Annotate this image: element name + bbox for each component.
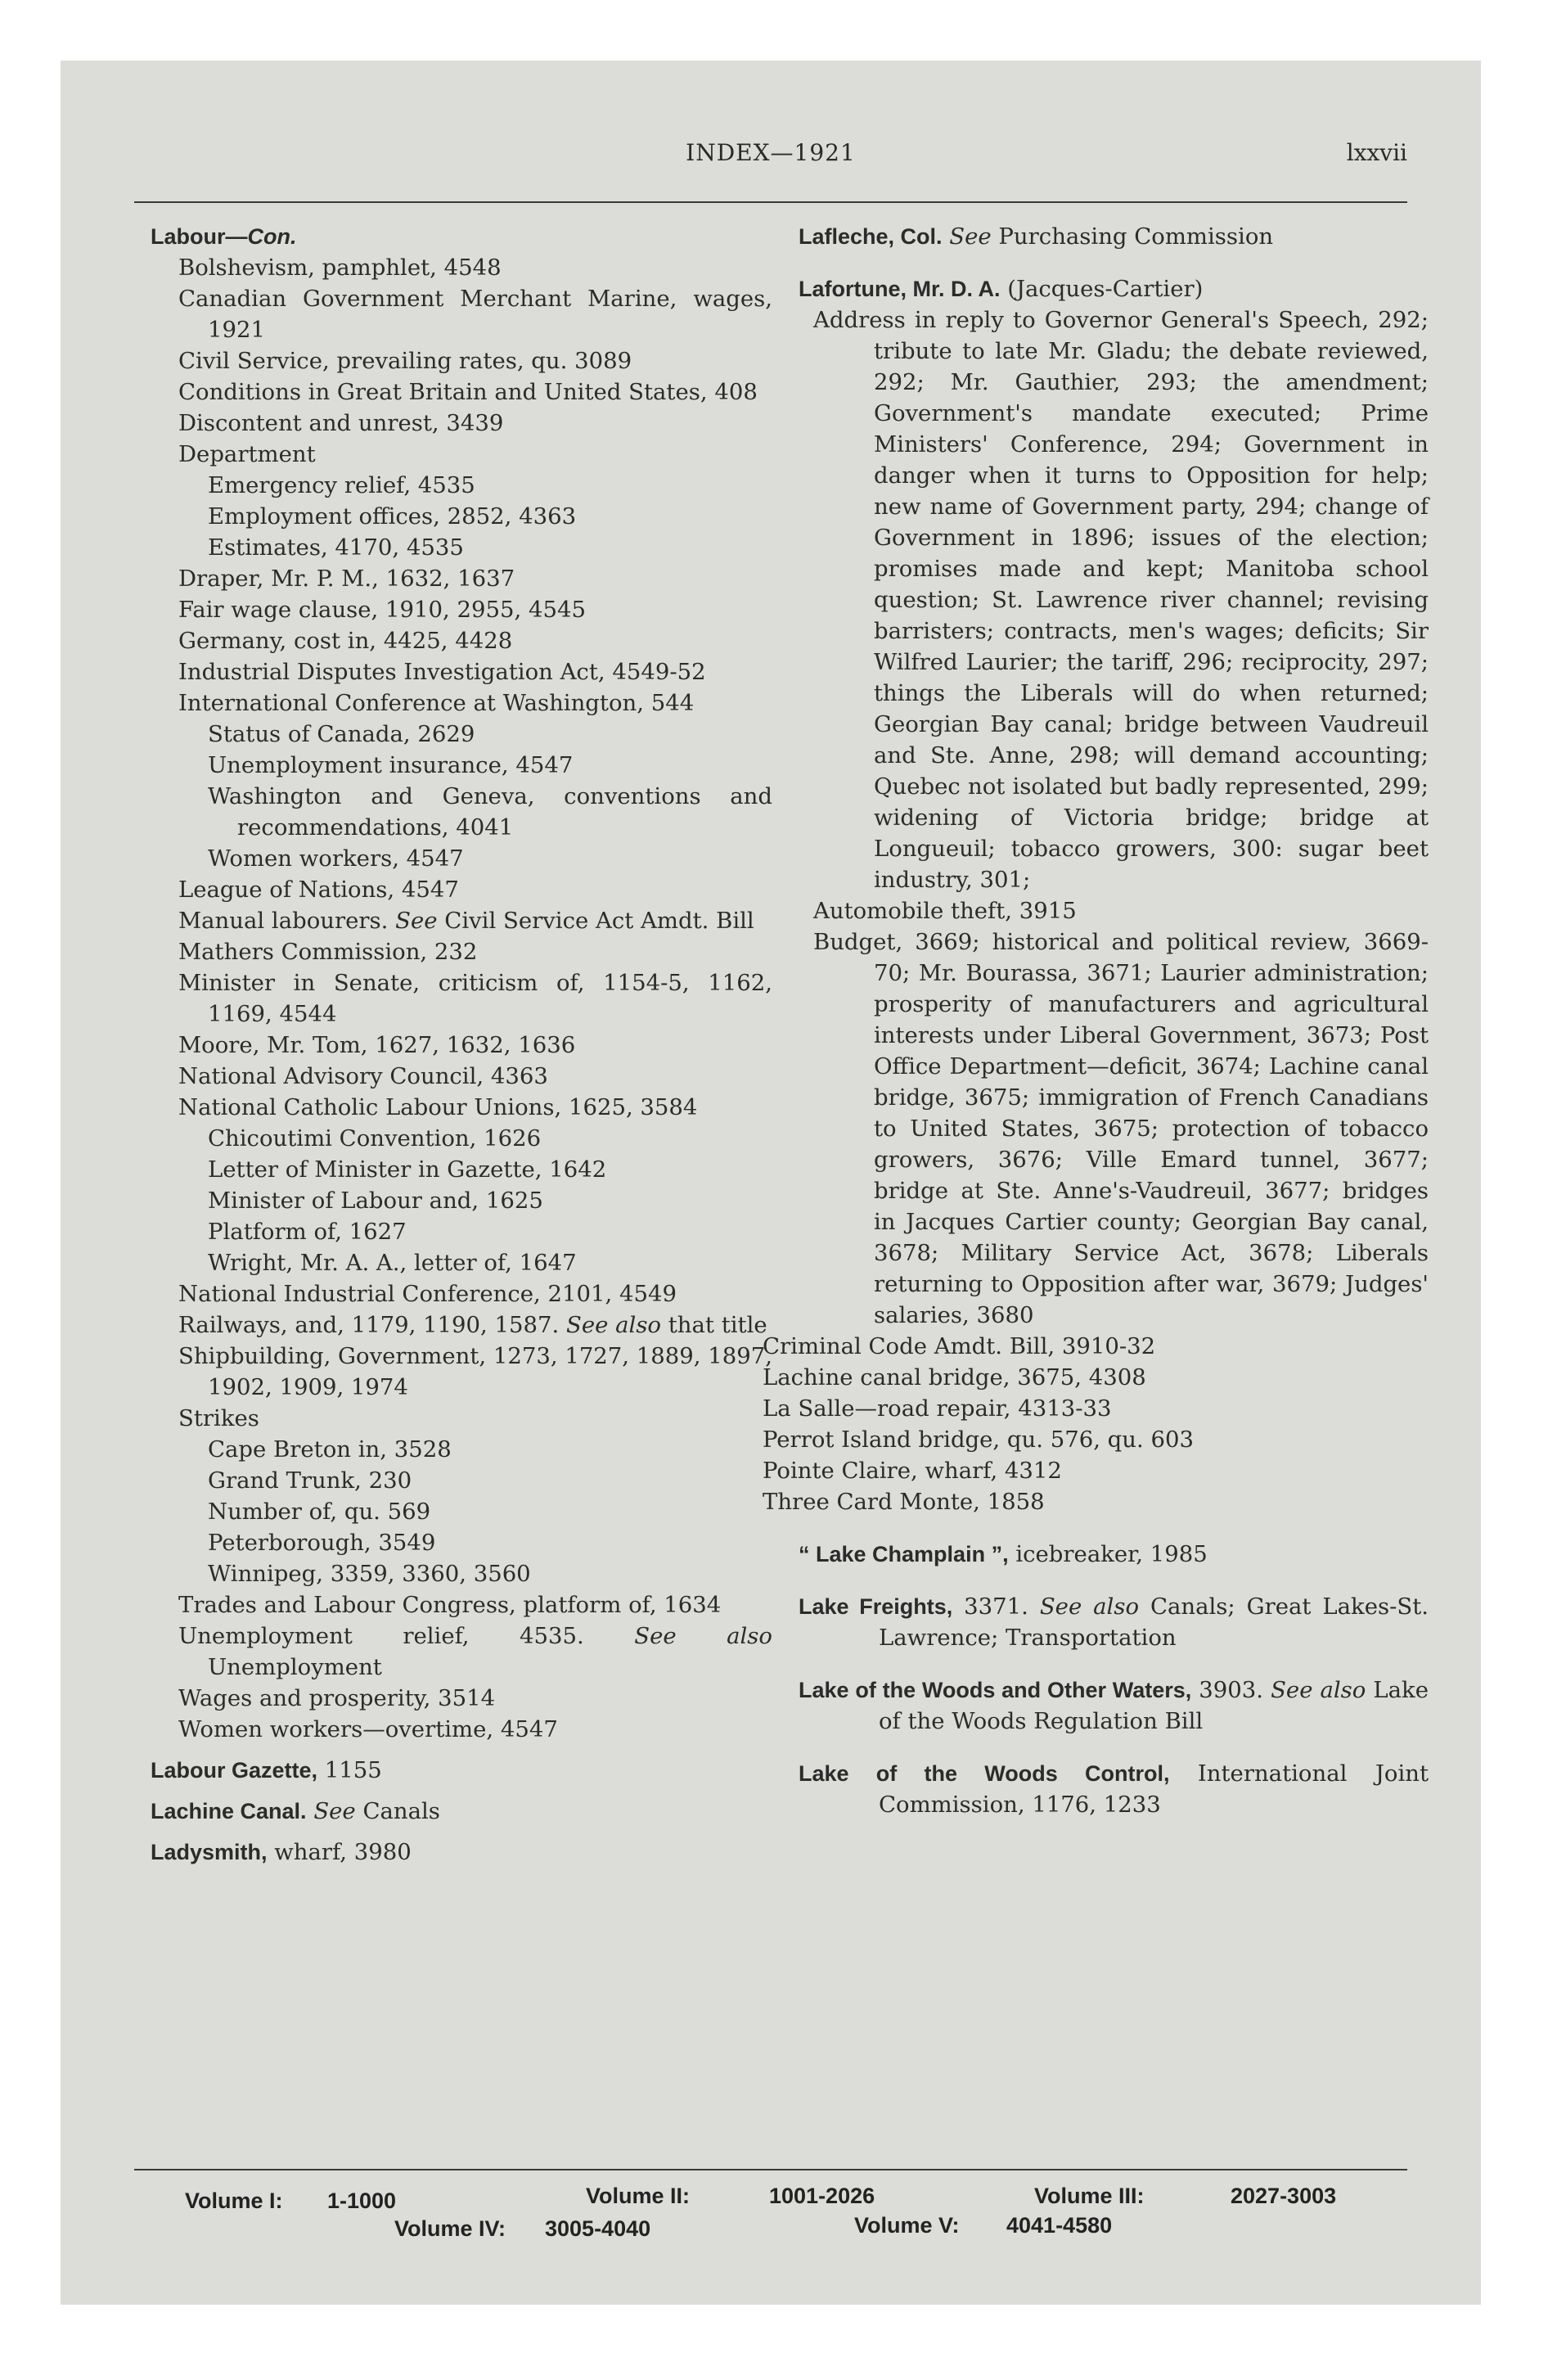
- index-subentry: Fair wage clause, 1910, 2955, 4545: [178, 597, 586, 623]
- index-subentry: National Advisory Council, 4363: [178, 1063, 548, 1089]
- index-subentry: Industrial Disputes Investigation Act, 4549-52: [178, 659, 706, 685]
- right-column: [763, 221, 1429, 1820]
- index-subentry: Canadian Government Merchant Marine, wages, 1921: [178, 286, 772, 343]
- index-heading: Ladysmith, wharf, 3980: [151, 1839, 412, 1865]
- volume-1-label: Volume I:: [185, 2188, 283, 2213]
- index-subentry: Germany, cost in, 4425, 4428: [178, 628, 513, 654]
- index-subsubentry: Status of Canada, 2629: [208, 721, 475, 747]
- index-subsubentry: Unemployment insurance, 4547: [208, 752, 574, 778]
- index-subsubentry: Letter of Minister in Gazette, 1642: [208, 1156, 607, 1183]
- index-subentry: Strikes: [178, 1405, 259, 1431]
- index-subentry: National Industrial Conference, 2101, 4549: [178, 1281, 677, 1307]
- index-subsubentry: Employment offices, 2852, 4363: [208, 503, 577, 530]
- lafortune-item: Pointe Claire, wharf, 4312: [763, 1458, 1062, 1484]
- index-subentry: Civil Service, prevailing rates, qu. 3089: [178, 348, 632, 374]
- index-subsubentry: Grand Trunk, 230: [208, 1467, 412, 1494]
- index-subsubentry: Chicoutimi Convention, 1626: [208, 1125, 542, 1152]
- lafortune-item: Perrot Island bridge, qu. 576, qu. 603: [763, 1427, 1194, 1453]
- lafortune-automobile: Automobile theft, 3915: [813, 898, 1077, 924]
- volume-footer: [61, 2182, 1481, 2247]
- index-subsubentry: Platform of, 1627: [208, 1219, 407, 1245]
- index-entry-lake-of-the-woods-other-waters: Lake of the Woods and Other Waters, 3903. See also Lake of the Woods Regulation Bill: [799, 1677, 1429, 1734]
- index-subsubentry: Estimates, 4170, 4535: [208, 534, 464, 561]
- index-subentry: League of Nations, 4547: [178, 877, 459, 903]
- index-entry-lake-of-the-woods-control: Lake of the Woods Control, International Joint Commission, 1176, 1233: [799, 1760, 1429, 1818]
- index-entry-lake-champlain: “ Lake Champlain ”, icebreaker, 1985: [799, 1541, 1208, 1567]
- volume-5-range: 4041-4580: [1006, 2213, 1113, 2238]
- index-subsubentry: Minister of Labour and, 1625: [208, 1188, 543, 1214]
- index-page: [61, 61, 1481, 2305]
- volume-4-range: 3005-4040: [545, 2216, 651, 2241]
- index-entry-lafleche: Lafleche, Col. See Purchasing Commission: [799, 223, 1274, 250]
- index-subentry: Draper, Mr. P. M., 1632, 1637: [178, 566, 515, 592]
- index-subentry: Women workers—overtime, 4547: [178, 1716, 558, 1742]
- page-title: INDEX—1921: [686, 139, 856, 166]
- index-subsubentry: Emergency relief, 4535: [208, 472, 475, 498]
- index-entry-lafortune: Lafortune, Mr. D. A. (Jacques-Cartier): [799, 276, 1204, 302]
- index-heading: Lachine Canal. See Canals: [151, 1798, 440, 1824]
- index-subentry: Unemployment relief, 4535. See also Unemployment: [178, 1623, 772, 1680]
- index-heading: Labour Gazette, 1155: [151, 1757, 382, 1783]
- left-column: [151, 221, 772, 1868]
- volume-5-label: Volume V:: [854, 2213, 960, 2238]
- header-rule: [134, 201, 1407, 203]
- index-subentry: Conditions in Great Britain and United States, 408: [178, 379, 758, 405]
- index-subentry: Wages and prosperity, 3514: [178, 1685, 496, 1711]
- index-subsubentry: Washington and Geneva, conventions and recommendations, 4041: [208, 783, 772, 841]
- lafortune-item: La Salle—road repair, 4313-33: [763, 1395, 1112, 1422]
- index-subentry: Mathers Commission, 232: [178, 939, 478, 965]
- index-subentry: Manual labourers. See Civil Service Act Amdt. Bill: [178, 908, 754, 934]
- index-subsubentry: Peterborough, 3549: [208, 1530, 436, 1556]
- lafortune-item: Lachine canal bridge, 3675, 4308: [763, 1364, 1146, 1391]
- index-subsubentry: Winnipeg, 3359, 3360, 3560: [208, 1561, 531, 1587]
- volume-4-label: Volume IV:: [394, 2216, 506, 2241]
- volume-2-label: Volume II:: [586, 2184, 691, 2208]
- lafortune-item: Three Card Monte, 1858: [763, 1489, 1045, 1515]
- volume-2-range: 1001-2026: [769, 2184, 875, 2208]
- index-subentry: Moore, Mr. Tom, 1627, 1632, 1636: [178, 1032, 576, 1058]
- lafortune-item: Criminal Code Amdt. Bill, 3910-32: [763, 1333, 1156, 1359]
- index-subentry: Shipbuilding, Government, 1273, 1727, 1889, 1897, 1902, 1909, 1974: [178, 1343, 772, 1400]
- index-subentry: Trades and Labour Congress, platform of, 1634: [178, 1592, 722, 1618]
- index-subentry: Minister in Senate, criticism of, 1154-5, 1162, 1169, 4544: [178, 970, 772, 1027]
- page-number: lxxvii: [1346, 139, 1407, 166]
- footer-rule: [134, 2169, 1407, 2170]
- lafortune-budget: Budget, 3669; historical and political review, 3669-70; Mr. Bourassa, 3671; Laurier administration; prosperity of manufacturers and agricultural interests under Liberal Government, 3673; Post Office Department—deficit, 3674; Lachine canal bridge, 3675; immigration of French Canadians to United States, 3675; protection of tobacco growers, 3676; Ville Emard tunnel, 3677; bridge at Ste. Anne's-Vaudreuil, 3677; bridges in Jacques Cartier county; Georgian Bay canal, 3678; Military Service Act, 3678; Liberals returning to Opposition after war, 3679; Judges' salaries, 3680: [813, 929, 1429, 1328]
- lafortune-address: Address in reply to Governor General's Speech, 292; tribute to late Mr. Gladu; the debate reviewed, 292; Mr. Gauthier, 293; the amendment; Government's mandate executed; Prime Ministers' Conference, 294; Government in danger when it turns to Opposition for help; new name of Government party, 294; change of Government in 1896; issues of the election; promises made and kept; Manitoba school question; St. Lawrence river channel; revising barristers; contracts, men's wages; deficits; Sir Wilfred Laurier; the tariff, 296; reciprocity, 297; things the Liberals will do when returned; Georgian Bay canal; bridge between Vaudreuil and Ste. Anne, 298; will demand accounting; Quebec not isolated but badly represented, 299; widening of Victoria bridge; bridge at Longueuil; tobacco growers, 300: sugar beet industry, 301;: [813, 307, 1429, 893]
- volume-1-range: 1-1000: [327, 2188, 397, 2213]
- index-subentry: Bolshevism, pamphlet, 4548: [178, 255, 502, 281]
- index-subsubentry: Cape Breton in, 3528: [208, 1436, 452, 1463]
- index-subentry: Discontent and unrest, 3439: [178, 410, 504, 436]
- index-subsubentry: Women workers, 4547: [208, 845, 464, 872]
- volume-3-range: 2027-3003: [1231, 2184, 1337, 2208]
- index-subentry: Department: [178, 441, 316, 467]
- index-subentry: National Catholic Labour Unions, 1625, 3584: [178, 1094, 698, 1120]
- page-header: [61, 139, 1481, 178]
- index-subsubentry: Wright, Mr. A. A., letter of, 1647: [208, 1250, 577, 1276]
- index-entry-lake-freights: Lake Freights, 3371. See also Canals; Great Lakes-St. Lawrence; Transportation: [799, 1593, 1429, 1651]
- index-heading: Labour—Con.: [151, 224, 297, 249]
- volume-3-label: Volume III:: [1034, 2184, 1145, 2208]
- index-subentry: Railways, and, 1179, 1190, 1587. See also that title: [178, 1312, 767, 1338]
- index-subsubentry: Number of, qu. 569: [208, 1499, 431, 1525]
- index-subentry: International Conference at Washington, 544: [178, 690, 695, 716]
